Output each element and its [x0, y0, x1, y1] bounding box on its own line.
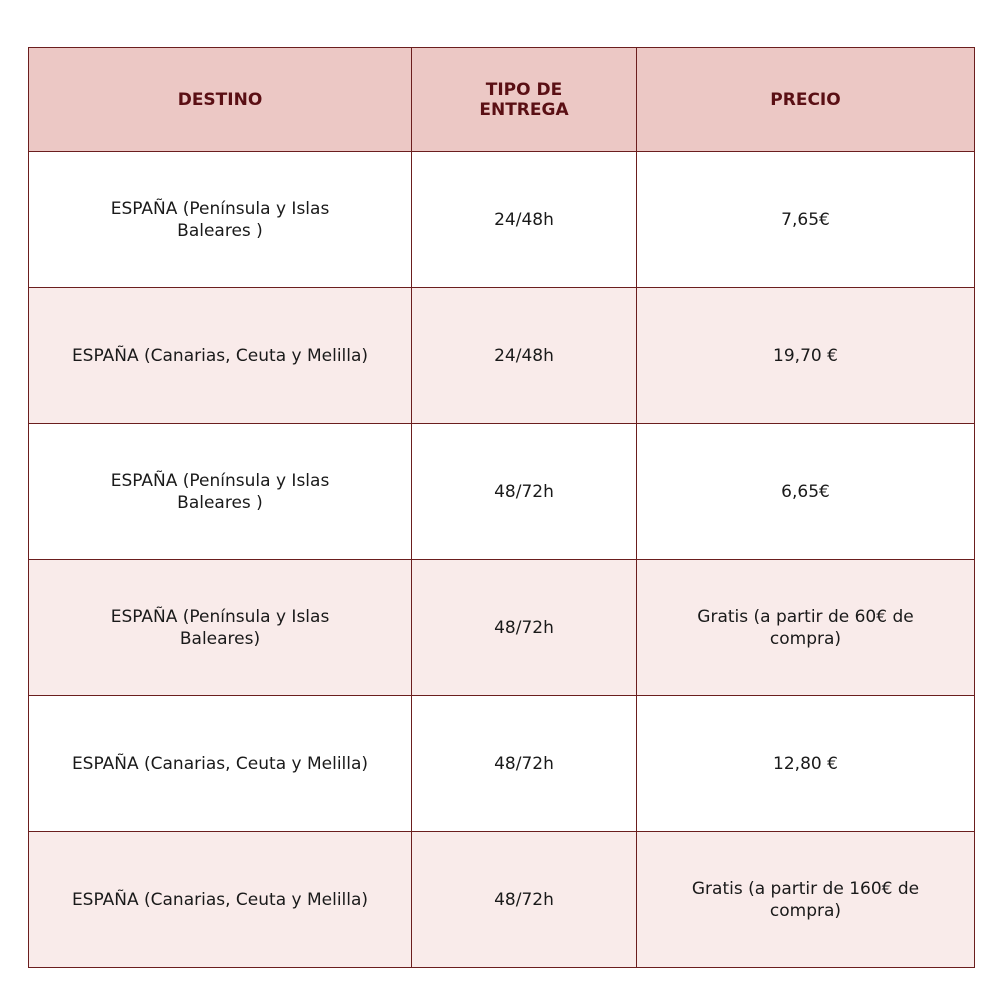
cell-destino: ESPAÑA (Canarias, Ceuta y Melilla): [29, 288, 412, 424]
table-row: [29, 152, 975, 288]
cell-tipo: 24/48h: [412, 152, 637, 288]
cell-tipo: 48/72h: [412, 696, 637, 832]
table-row: [29, 288, 975, 424]
cell-precio: 19,70 €: [637, 288, 975, 424]
header-tipo-entrega: TIPO DE ENTREGA: [412, 48, 637, 152]
cell-tipo: 48/72h: [412, 424, 637, 560]
cell-precio: 12,80 €: [637, 696, 975, 832]
table-row: [29, 560, 975, 696]
cell-tipo: 48/72h: [412, 832, 637, 968]
cell-tipo: 24/48h: [412, 288, 637, 424]
cell-precio: Gratis (a partir de 160€ de compra): [637, 832, 975, 968]
table-row: [29, 696, 975, 832]
header-precio: PRECIO: [637, 48, 975, 152]
cell-destino: ESPAÑA (Canarias, Ceuta y Melilla): [29, 696, 412, 832]
cell-destino: ESPAÑA (Península y Islas Baleares): [29, 560, 412, 696]
cell-tipo: 48/72h: [412, 560, 637, 696]
table-row: [29, 424, 975, 560]
header-destino: DESTINO: [29, 48, 412, 152]
shipping-rates-table: [28, 47, 975, 968]
cell-precio: Gratis (a partir de 60€ de compra): [637, 560, 975, 696]
cell-precio: 7,65€: [637, 152, 975, 288]
cell-destino: ESPAÑA (Canarias, Ceuta y Melilla): [29, 832, 412, 968]
cell-destino: ESPAÑA (Península y Islas Baleares ): [29, 152, 412, 288]
cell-precio: 6,65€: [637, 424, 975, 560]
table-header-row: [29, 48, 975, 152]
table-row: [29, 832, 975, 968]
cell-destino: ESPAÑA (Península y Islas Baleares ): [29, 424, 412, 560]
shipping-rates-table-container: [28, 47, 974, 968]
